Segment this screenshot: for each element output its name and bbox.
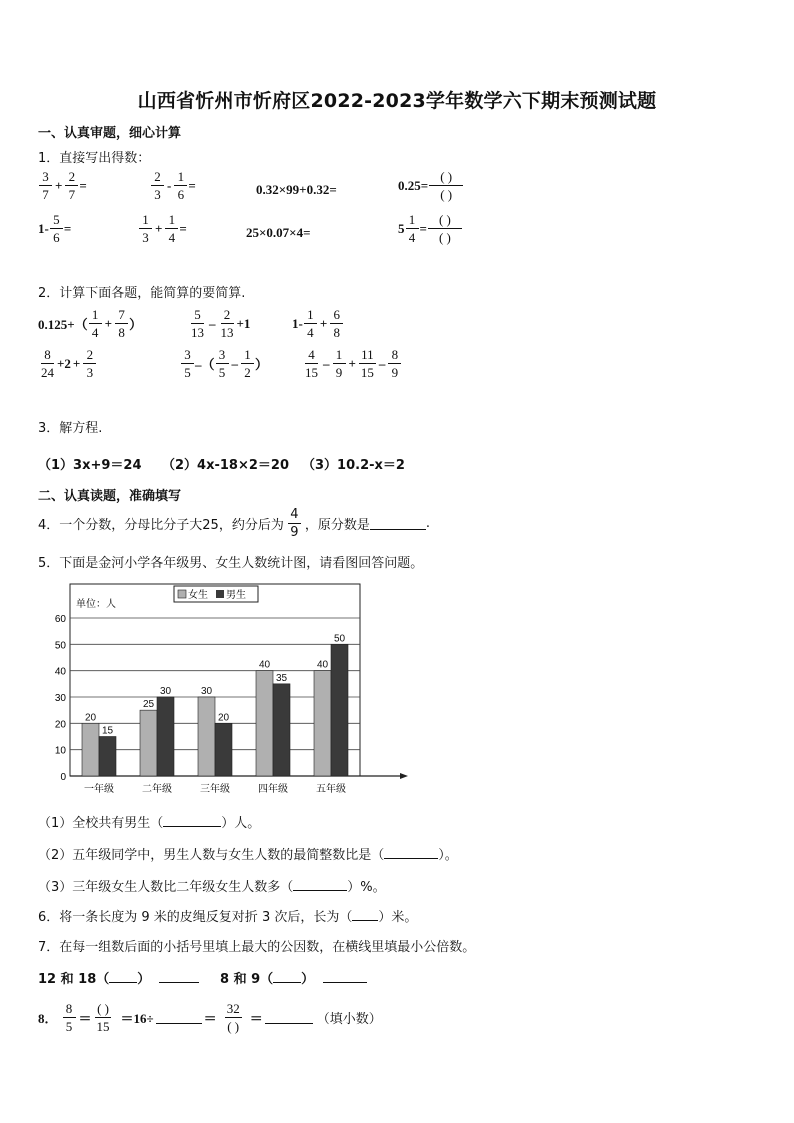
data-label: 30: [159, 686, 172, 697]
equation-3: （3）10.2-x＝2: [302, 458, 405, 473]
x-tick-label: 五年级: [316, 784, 346, 795]
answer-blank[interactable]: [163, 814, 221, 827]
x-tick-label: 四年级: [258, 784, 288, 795]
q1-item-4: 0.25= ( ) ( ): [398, 170, 464, 201]
question-1-label: 1．直接写出得数：: [38, 151, 151, 166]
fraction: 3 7: [39, 170, 52, 201]
data-label: 40: [258, 659, 271, 671]
q1-item-7: 25×0.07×4=: [246, 225, 311, 240]
equation-2: （2）4x-18×2＝20: [162, 458, 289, 473]
question-3-label: 3．解方程.: [38, 421, 103, 436]
gcf-blank[interactable]: [273, 970, 301, 983]
q2-item-2: 5 13 – 2 13 +1: [191, 307, 251, 340]
y-tick-label: 20: [54, 719, 66, 731]
bar-boys-5: [331, 644, 348, 776]
bar-boys-3: [215, 723, 232, 776]
x-tick-label: 二年级: [142, 784, 172, 795]
section-2-heading: 二、认真读题，准确填写: [38, 489, 182, 504]
y-tick-label: 60: [54, 614, 66, 625]
y-tick-label: 10: [54, 745, 66, 757]
q1-item-5: 1- $\frac{5}{6}$ =: [38, 212, 72, 245]
legend-swatch-boys: [216, 590, 224, 598]
equation-1: （1）3x+9＝24: [38, 458, 142, 473]
q2-item-3: 1- 1 4 + $\frac{6}{8}$: [292, 308, 344, 339]
question-8: 8． 8 5 ＝ ( ) 15 ＝16÷ ＝ 32 ( ) ＝ （填小数）: [38, 1001, 382, 1034]
data-label: 50: [333, 633, 346, 645]
y-tick-label: 30: [54, 693, 66, 704]
bar-girls-4: [256, 671, 273, 776]
data-label: 20: [84, 712, 97, 724]
bar-girls-2: [140, 710, 157, 776]
answer-blank[interactable]: [293, 878, 347, 891]
question-5-label: 5．下面是金河小学各年级男、女生人数统计图，请看图回答问题。: [38, 556, 424, 571]
data-label: 40: [316, 659, 329, 671]
bar-chart: [32, 580, 412, 802]
q1-item-2: 2 3 - $\frac{1}{6}$ =: [150, 170, 196, 201]
data-label: 35: [275, 672, 288, 684]
legend-label-boys: 男生: [226, 590, 246, 601]
gcf-blank[interactable]: [109, 970, 137, 983]
answer-blank[interactable]: [370, 517, 426, 530]
legend-label-girls: 女生: [188, 590, 208, 601]
answer-blank[interactable]: [156, 1011, 202, 1024]
q2-item-4: 8 24 +2 + $\frac{2}{3}$: [38, 348, 97, 379]
q2-item-1: 0.125+（ 1 4 + $\frac{7}{8}$ ）: [38, 307, 143, 340]
answer-blank[interactable]: [352, 908, 378, 921]
q1-item-3: 0.32×99+0.32=: [256, 182, 337, 197]
q5-sub-2: （2）五年级同学中，男生人数与女生人数的最简整数比是（ ）。: [38, 848, 458, 863]
x-tick-label: 一年级: [84, 784, 114, 795]
answer-blank[interactable]: [384, 846, 438, 859]
bar-boys-2: [157, 697, 174, 776]
answer-blank[interactable]: [265, 1011, 313, 1024]
q2-item-5: 3 5 –（ 3 5 – 1 2 ）: [180, 348, 268, 379]
data-label: 20: [217, 712, 230, 724]
x-axis-arrow: [400, 773, 408, 779]
q1-item-1: 3 7 + $\frac{2}{7}$ =: [38, 170, 87, 201]
q7-group-2: 8 和 9（ ）: [220, 968, 367, 987]
page-title: 山西省忻州市忻府区2022-2023学年数学六下期末预测试题: [137, 90, 657, 112]
data-label: 15: [101, 725, 114, 737]
y-tick-label: 40: [54, 666, 66, 678]
question-4: 4．一个分数，分母比分子大25，约分后为 4 9 ，原分数是 .: [38, 507, 430, 540]
q5-sub-1: （1）全校共有男生（ ）人。: [38, 816, 261, 831]
q7-group-1: 12 和 18（ ）: [38, 968, 199, 987]
lcm-blank[interactable]: [323, 970, 367, 983]
legend-swatch-girls: [178, 590, 186, 598]
x-tick-label: 三年级: [200, 784, 230, 795]
lcm-blank[interactable]: [159, 970, 199, 983]
bar-girls-5: [314, 671, 331, 776]
q1-item-6: 1 3 + $\frac{1}{4}$ =: [138, 213, 187, 244]
q5-sub-3: （3）三年级女生人数比二年级女生人数多（ ）%。: [38, 880, 386, 895]
question-2-label: 2．计算下面各题，能简算的要简算.: [38, 286, 246, 301]
q2-item-6: 4 15 – 1 9 + $\frac{11}{15}$ – 8 9: [302, 348, 402, 379]
bar-girls-3: [198, 697, 215, 776]
bar-girls-1: [82, 723, 99, 776]
q1-item-8: 5 $\frac{1}{4}$ = ( ) ( ): [398, 213, 463, 244]
fraction: $\frac{2}{7}$: [65, 170, 78, 201]
bar-boys-4: [273, 684, 290, 776]
question-7-label: 7．在每一组数后面的小括号里填上最大的公因数，在横线里填最小公倍数。: [38, 940, 476, 955]
question-6: 6．将一条长度为 9 米的皮绳反复对折 3 次后，长为（ ）米。: [38, 910, 418, 925]
section-1-heading: 一、认真审题，细心计算: [38, 126, 182, 141]
y-tick-label: 0: [60, 772, 66, 783]
y-tick-label: 50: [54, 640, 66, 652]
bar-boys-1: [99, 737, 116, 777]
data-label: 30: [200, 686, 213, 697]
data-label: 25: [142, 699, 155, 711]
unit-label: 单位：人: [76, 599, 116, 610]
